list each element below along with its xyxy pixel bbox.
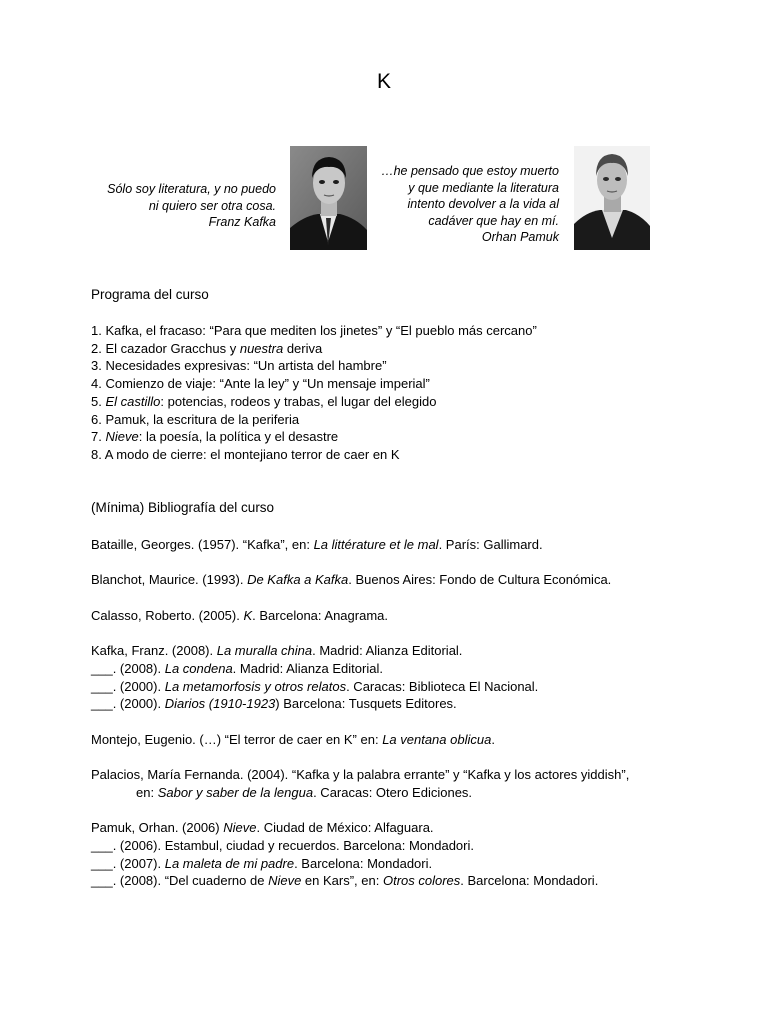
quote-author: Orhan Pamuk [481,230,559,244]
list-item: 3. Necesidades expresivas: “Un artista del hambre” [91,358,387,374]
quote-line: cadáver que hay en mí. [428,213,559,228]
bibliography-entry: Calasso, Roberto. (2005). K. Barcelona: Anagrama. [91,607,388,623]
quote-line: y que mediante la literatura [408,180,559,195]
bibliography-entry: ___. (2000). Diarios (1910-1923) Barcelona: Tusquets Editores. [91,696,457,712]
list-item: 5. El castillo: potencias, rodeos y trabas, el lugar del elegido [91,393,437,409]
quote-line: intento devolver a la vida al [407,197,559,211]
list-item: 7. Nieve: la poesía, la política y el desastre [91,429,339,445]
bibliography-list [91,536,629,890]
program-heading: Programa del curso [91,287,209,302]
pamuk-portrait [574,146,650,250]
bibliography-heading: (Mínima) Bibliografía del curso [91,500,275,515]
kafka-portrait [290,146,367,250]
list-item: 8. A modo de cierre: el montejiano terror de caer en K [91,446,400,462]
program-list [91,322,537,464]
pamuk-quote [381,163,559,246]
page-title: K [376,70,391,93]
bibliography-entry: Montejo, Eugenio. (…) “El terror de caer en K” en: La ventana oblicua. [91,731,495,747]
bibliography-entry: ___. (2008). “Del cuaderno de Nieve en Kars”, en: Otros colores. Barcelona: Mondadori. [91,873,599,889]
bibliography-entry-continuation: en: Sabor y saber de la lengua. Caracas: Otero Ediciones. [136,784,473,800]
bibliography-entry: ___. (2007). La maleta de mi padre. Barcelona: Mondadori. [91,855,433,871]
bibliography-entry: Blanchot, Maurice. (1993). De Kafka a Kafka. Buenos Aires: Fondo de Cultura Económica. [91,572,612,588]
bibliography-entry: Pamuk, Orhan. (2006) Nieve. Ciudad de México: Alfaguara. [91,820,434,836]
bibliography-entry: Bataille, Georges. (1957). “Kafka”, en: La littérature et le mal. París: Gallimard. [91,537,543,552]
bibliography-entry: Palacios, María Fernanda. (2004). “Kafka y la palabra errante” y “Kafka y los actores yiddish”, [91,767,630,783]
quote-author: Franz Kafka [208,215,276,229]
bibliography-entry: ___. (2006). Estambul, ciudad y recuerdos. Barcelona: Mondadori. [91,837,474,853]
list-item: 2. El cazador Gracchus y nuestra deriva [91,340,323,356]
quote-line: ni quiero ser otra cosa. [148,198,276,213]
kafka-quote [107,181,276,231]
quote-line: Sólo soy literatura, y no puedo [107,182,276,196]
bibliography-entry: Kafka, Franz. (2008). La muralla china. Madrid: Alianza Editorial. [91,643,463,659]
list-item: 4. Comienzo de viaje: “Ante la ley” y “Un mensaje imperial” [91,376,430,392]
list-item: 6. Pamuk, la escritura de la periferia [91,411,300,427]
quote-line: …he pensado que estoy muerto [381,164,559,178]
bibliography-entry: ___. (2000). La metamorfosis y otros relatos. Caracas: Biblioteca El Nacional. [91,678,539,694]
bibliography-entry: ___. (2008). La condena. Madrid: Alianza Editorial. [91,660,383,676]
list-item: 1. Kafka, el fracaso: “Para que mediten los jinetes” y “El pueblo más cercano” [91,323,537,338]
